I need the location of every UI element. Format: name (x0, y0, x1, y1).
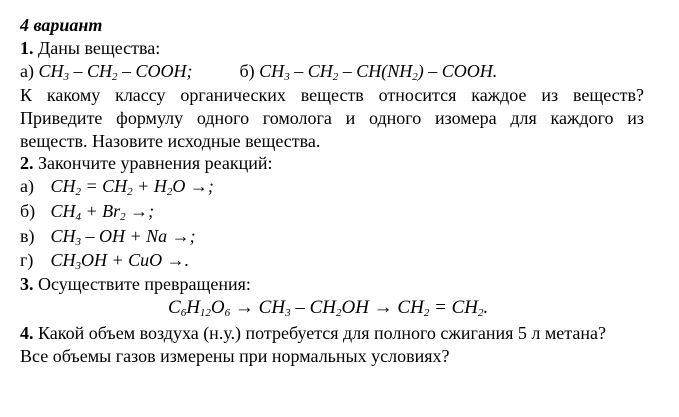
task3-number: 3. (20, 274, 34, 294)
task1-number: 1. (20, 38, 34, 58)
task1-prompt: Даны вещества: (38, 38, 161, 58)
task2-number: 2. (20, 153, 34, 173)
reaction-label: г) (20, 250, 34, 270)
task2-reaction-c (20, 225, 196, 247)
variant-title: 4 вариант (20, 15, 103, 35)
task2-reaction-a (20, 175, 214, 197)
reaction-equation: $CH_3$ – OH + Na →; (50, 226, 196, 248)
task1-substances (20, 60, 497, 82)
task4-line-2: Все объемы газов измерены при нормальных условиях? (20, 346, 450, 366)
task4-number: 4. (20, 323, 34, 343)
task4-line-1 (20, 322, 606, 344)
task2-header (20, 152, 273, 174)
reaction-label: а) (20, 176, 34, 196)
reaction-equation: $CH_2 = CH_2 + H_2O$ →; (50, 176, 214, 198)
task3-chain (168, 297, 488, 319)
reaction-label: в) (20, 226, 35, 246)
task2-reaction-d (20, 249, 189, 271)
task1-a-label: а) (20, 61, 34, 81)
reaction-label: б) (20, 201, 36, 221)
task3-prompt: Осуществите превращения: (38, 274, 251, 294)
task1-question-line-3: веществ. Назовите исходные вещества. (20, 131, 321, 151)
task1-question-line-2: Приведите формулу одного гомолога и одного изомера для каждого из (20, 108, 644, 128)
task1-a-formula: $CH_3 - CH_2$ – COOH; (38, 61, 193, 83)
task3-header (20, 273, 251, 295)
transformation-chain: $C_6H_{12}O_6 \to CH_3 - CH_2OH \to CH_2 = CH_2$. (168, 297, 489, 319)
reaction-equation: $CH_3OH$ + CuO →. (50, 250, 190, 272)
task2-prompt: Закончите уравнения реакций: (38, 153, 273, 173)
task1-b-label: б) (239, 61, 255, 81)
task1-header (20, 37, 160, 59)
reaction-equation: $CH_4 + Br_2$ →; (50, 201, 155, 223)
task1-question-line-1: К какому классу органических веществ относится каждое из веществ? (20, 85, 644, 105)
task4-text-1: Какой объем воздуха (н.у.) потребуется для полного сжигания 5 л метана? (38, 323, 606, 343)
task2-reaction-b (20, 200, 154, 222)
task1-b-formula: $CH_3 - CH_2 - CH(NH_2)$ – COOH. (259, 61, 498, 83)
